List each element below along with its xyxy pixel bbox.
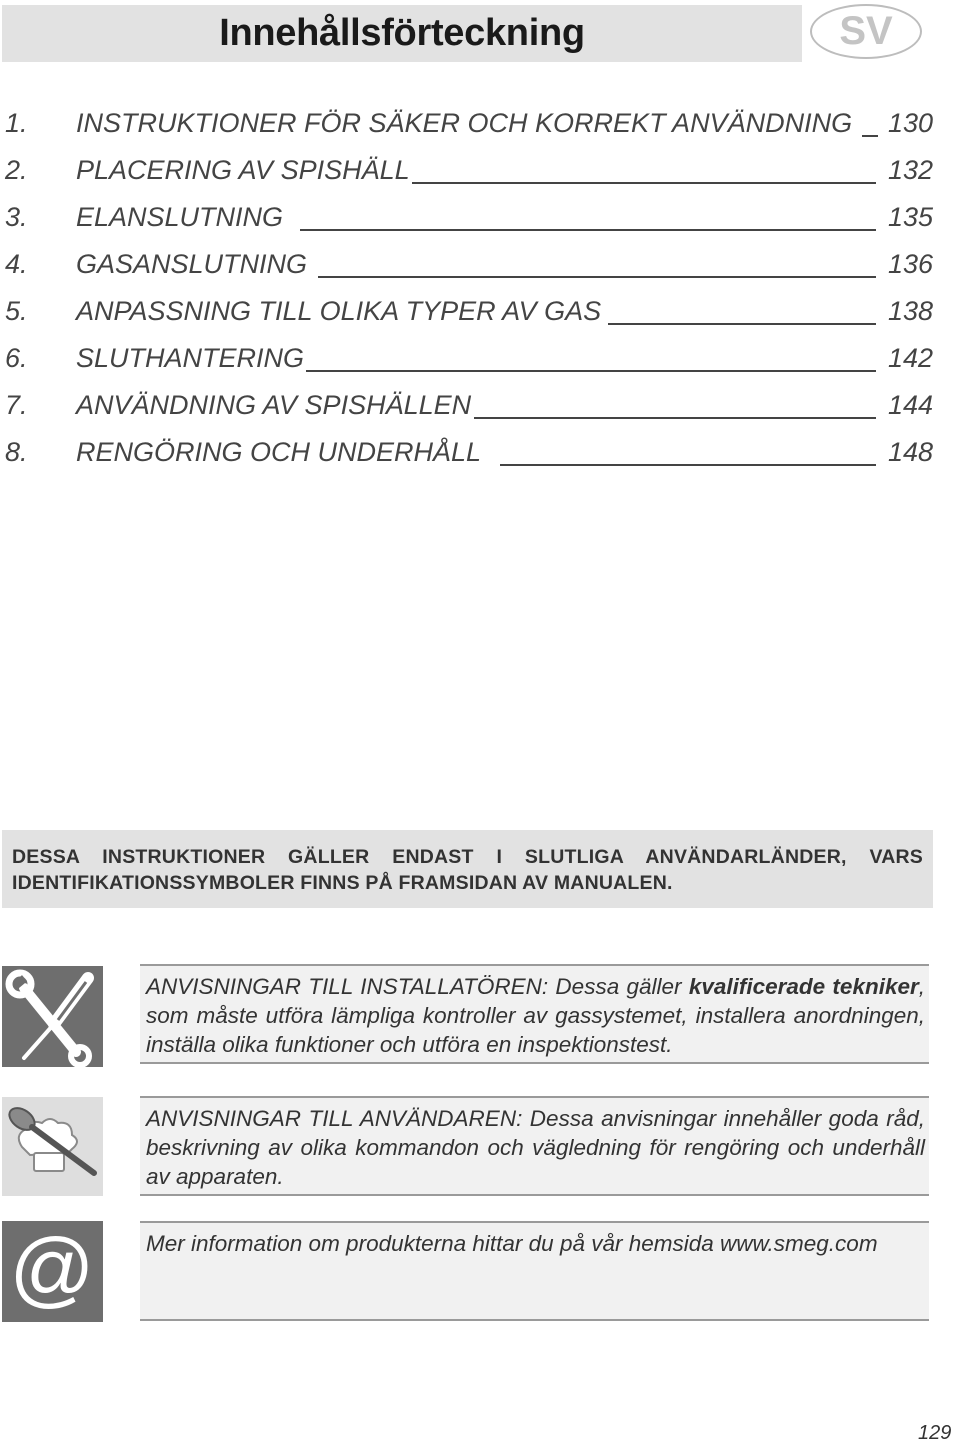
toc-label: RENGÖRING OCH UNDERHÅLL <box>76 437 482 467</box>
toc-page-number: 135 <box>888 202 934 232</box>
toc-leader-line <box>862 135 878 137</box>
toc-page-number: 130 <box>888 108 934 138</box>
at-sign-icon[interactable] <box>2 1221 103 1322</box>
toc-entry-5[interactable] <box>0 288 960 335</box>
toc-leader-line <box>318 276 876 278</box>
toc-number: 7. <box>5 390 28 420</box>
toc-leader-line <box>474 417 876 419</box>
toc-label: ANPASSNING TILL OLIKA TYPER AV GAS <box>76 296 602 326</box>
toc-page-number: 142 <box>888 343 934 373</box>
toc-number: 8. <box>5 437 28 467</box>
toc-label: ANVÄNDNING AV SPISHÄLLEN <box>76 390 472 420</box>
installer-instructions-emphasis: kvalificerade tekniker <box>688 974 919 999</box>
notice-box: DESSA INSTRUKTIONER GÄLLER ENDAST I SLUTLIGA ANVÄNDARLÄNDER, VARS IDENTIFIKATIONSSYMBOLER FINNS PÅ FRAMSIDAN AV MANUALEN. <box>2 830 933 908</box>
toc-leader-line <box>608 323 876 325</box>
toc-number: 4. <box>5 249 28 279</box>
title-bar <box>2 5 802 62</box>
toc-leader-line <box>412 182 876 184</box>
toc-entry-8[interactable] <box>0 429 960 476</box>
toc-page-number: 148 <box>888 437 934 467</box>
toc-label: PLACERING AV SPISHÄLL <box>76 155 410 185</box>
page-number: 129 <box>918 1422 952 1444</box>
toc-number: 3. <box>5 202 28 232</box>
toc-number: 2. <box>5 155 28 185</box>
toc-leader-line <box>306 370 876 372</box>
toc-page-number: 136 <box>888 249 934 279</box>
svg-text:@: @ <box>9 1221 95 1315</box>
toc-page-number: 138 <box>888 296 934 326</box>
website-info: Mer information om produkterna hittar du på vår hemsida www.smeg.com <box>140 1221 929 1321</box>
toc-leader-line <box>500 464 876 466</box>
toc-entry-2[interactable] <box>0 147 960 194</box>
toc-label: ELANSLUTNING <box>76 202 284 232</box>
toc-number: 5. <box>5 296 28 326</box>
toc-leader-line <box>300 229 876 231</box>
user-instructions: ANVISNINGAR TILL ANVÄNDAREN: Dessa anvisningar innehåller goda råd, beskrivning av olika kommandon och vägledning för rengöring och underhåll av apparaten. <box>140 1096 929 1196</box>
toc-page-number: 144 <box>888 390 934 420</box>
toc-page-number: 132 <box>888 155 934 185</box>
toc-number: 6. <box>5 343 28 373</box>
installer-instructions-rest: , som måste utföra lämpliga kontroller av gassystemet, installera anordningen, inställa olika funktioner och utföra en inspektionstest. <box>146 974 925 1057</box>
language-badge: SV <box>810 4 922 59</box>
toc-label: INSTRUKTIONER FÖR SÄKER OCH KORREKT ANVÄNDNING <box>76 108 853 138</box>
wrench-screwdriver-icon <box>2 966 103 1067</box>
spoon-chef-hat-icon <box>2 1097 103 1196</box>
toc-entry-3[interactable] <box>0 194 960 241</box>
toc-label: SLUTHANTERING <box>76 343 305 373</box>
toc-label: GASANSLUTNING <box>76 249 308 279</box>
toc-entry-4[interactable] <box>0 241 960 288</box>
installer-instructions <box>140 964 929 1064</box>
page-title: Innehållsförteckning <box>219 12 585 54</box>
toc-entry-7[interactable] <box>0 382 960 429</box>
toc-entry-1[interactable] <box>0 100 960 147</box>
toc-number: 1. <box>5 108 28 138</box>
installer-instructions-lead: ANVISNINGAR TILL INSTALLATÖREN: Dessa gäller <box>146 974 689 999</box>
toc-entry-6[interactable] <box>0 335 960 382</box>
